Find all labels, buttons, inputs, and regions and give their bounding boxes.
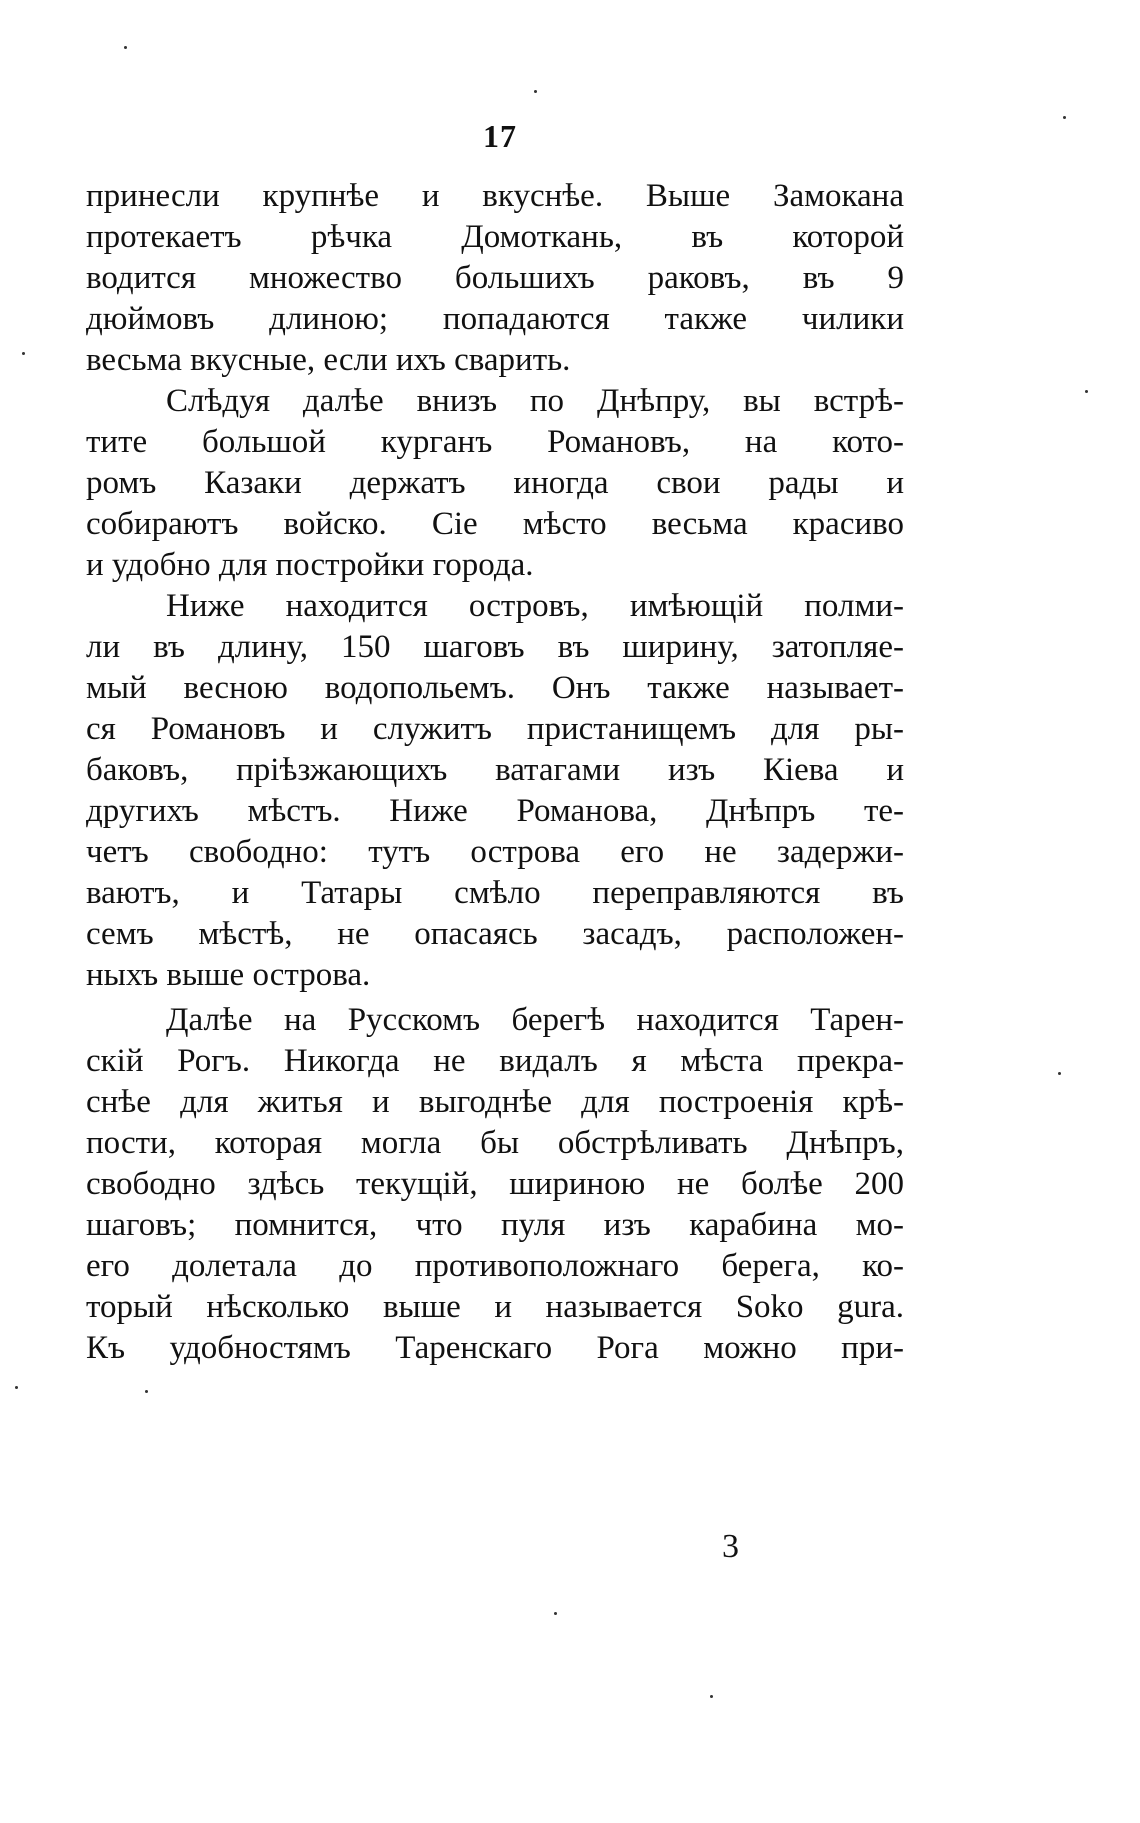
paper-speck <box>15 1386 18 1389</box>
text-line: свободно здѣсь текущій, шириною не болѣе 200 <box>86 1166 904 1202</box>
text-line: протекаетъ рѣчка Домоткань, въ которой <box>86 219 904 255</box>
text-line: Къ удобностямъ Таренскаго Рога можно при- <box>86 1330 904 1366</box>
text-line: ли въ длину, 150 шаговъ въ ширину, затопляе- <box>86 629 904 665</box>
text-line: ныхъ выше острова. <box>86 957 371 993</box>
text-line: баковъ, пріѣзжающихъ ватагами изъ Кіева и <box>86 752 904 788</box>
paper-speck <box>124 46 127 49</box>
text-line: ваютъ, и Татары смѣло переправляются въ <box>86 875 904 911</box>
text-line: Далѣе на Русскомъ берегѣ находится Тарен- <box>166 1002 904 1038</box>
text-line: торый нѣсколько выше и называется Soko gura. <box>86 1289 904 1325</box>
page-number: 17 <box>483 118 517 154</box>
paper-speck <box>710 1695 713 1698</box>
text-line: принесли крупнѣе и вкуснѣе. Выше Замокана <box>86 178 904 214</box>
text-line: мый весною водопольемъ. Онъ также называет- <box>86 670 904 706</box>
text-line: и удобно для постройки города. <box>86 547 534 583</box>
text-line: тите большой курганъ Романовъ, на кото- <box>86 424 904 460</box>
text-line: водится множество большихъ раковъ, въ 9 <box>86 260 904 296</box>
paper-speck <box>145 1390 148 1393</box>
text-line: собираютъ войско. Сіе мѣсто весьма красиво <box>86 506 904 542</box>
paper-speck <box>1063 116 1066 119</box>
text-line: ся Романовъ и служитъ пристанищемъ для ры- <box>86 711 904 747</box>
text-line: четъ свободно: тутъ острова его не задержи- <box>86 834 904 870</box>
text-line: весьма вкусные, если ихъ сварить. <box>86 342 571 378</box>
text-line: семъ мѣстѣ, не опасаясь засадъ, расположен- <box>86 916 904 952</box>
text-line: пости, которая могла бы обстрѣливать Днѣпръ, <box>86 1125 904 1161</box>
paper-speck <box>1085 390 1088 393</box>
text-line: другихъ мѣстъ. Ниже Романова, Днѣпръ те- <box>86 793 904 829</box>
paper-speck <box>1058 1072 1061 1075</box>
text-line: скій Рогъ. Никогда не видалъ я мѣста прекра- <box>86 1043 904 1079</box>
paper-speck <box>554 1612 557 1615</box>
text-line: Слѣдуя далѣе внизъ по Днѣпру, вы встрѣ- <box>166 383 904 419</box>
signature-mark: 3 <box>722 1528 739 1565</box>
paper-speck <box>22 352 25 355</box>
text-line: Ниже находится островъ, имѣющій полми- <box>166 588 904 624</box>
text-line: шаговъ; помнится, что пуля изъ карабина мо- <box>86 1207 904 1243</box>
text-line: дюймовъ длиною; попадаются также чилики <box>86 301 904 337</box>
text-line: ромъ Казаки держатъ иногда свои рады и <box>86 465 904 501</box>
text-line: снѣе для житья и выгоднѣе для построенія крѣ- <box>86 1084 904 1120</box>
text-line: его долетала до противоположнаго берега, ко- <box>86 1248 904 1284</box>
paper-speck <box>534 90 537 93</box>
